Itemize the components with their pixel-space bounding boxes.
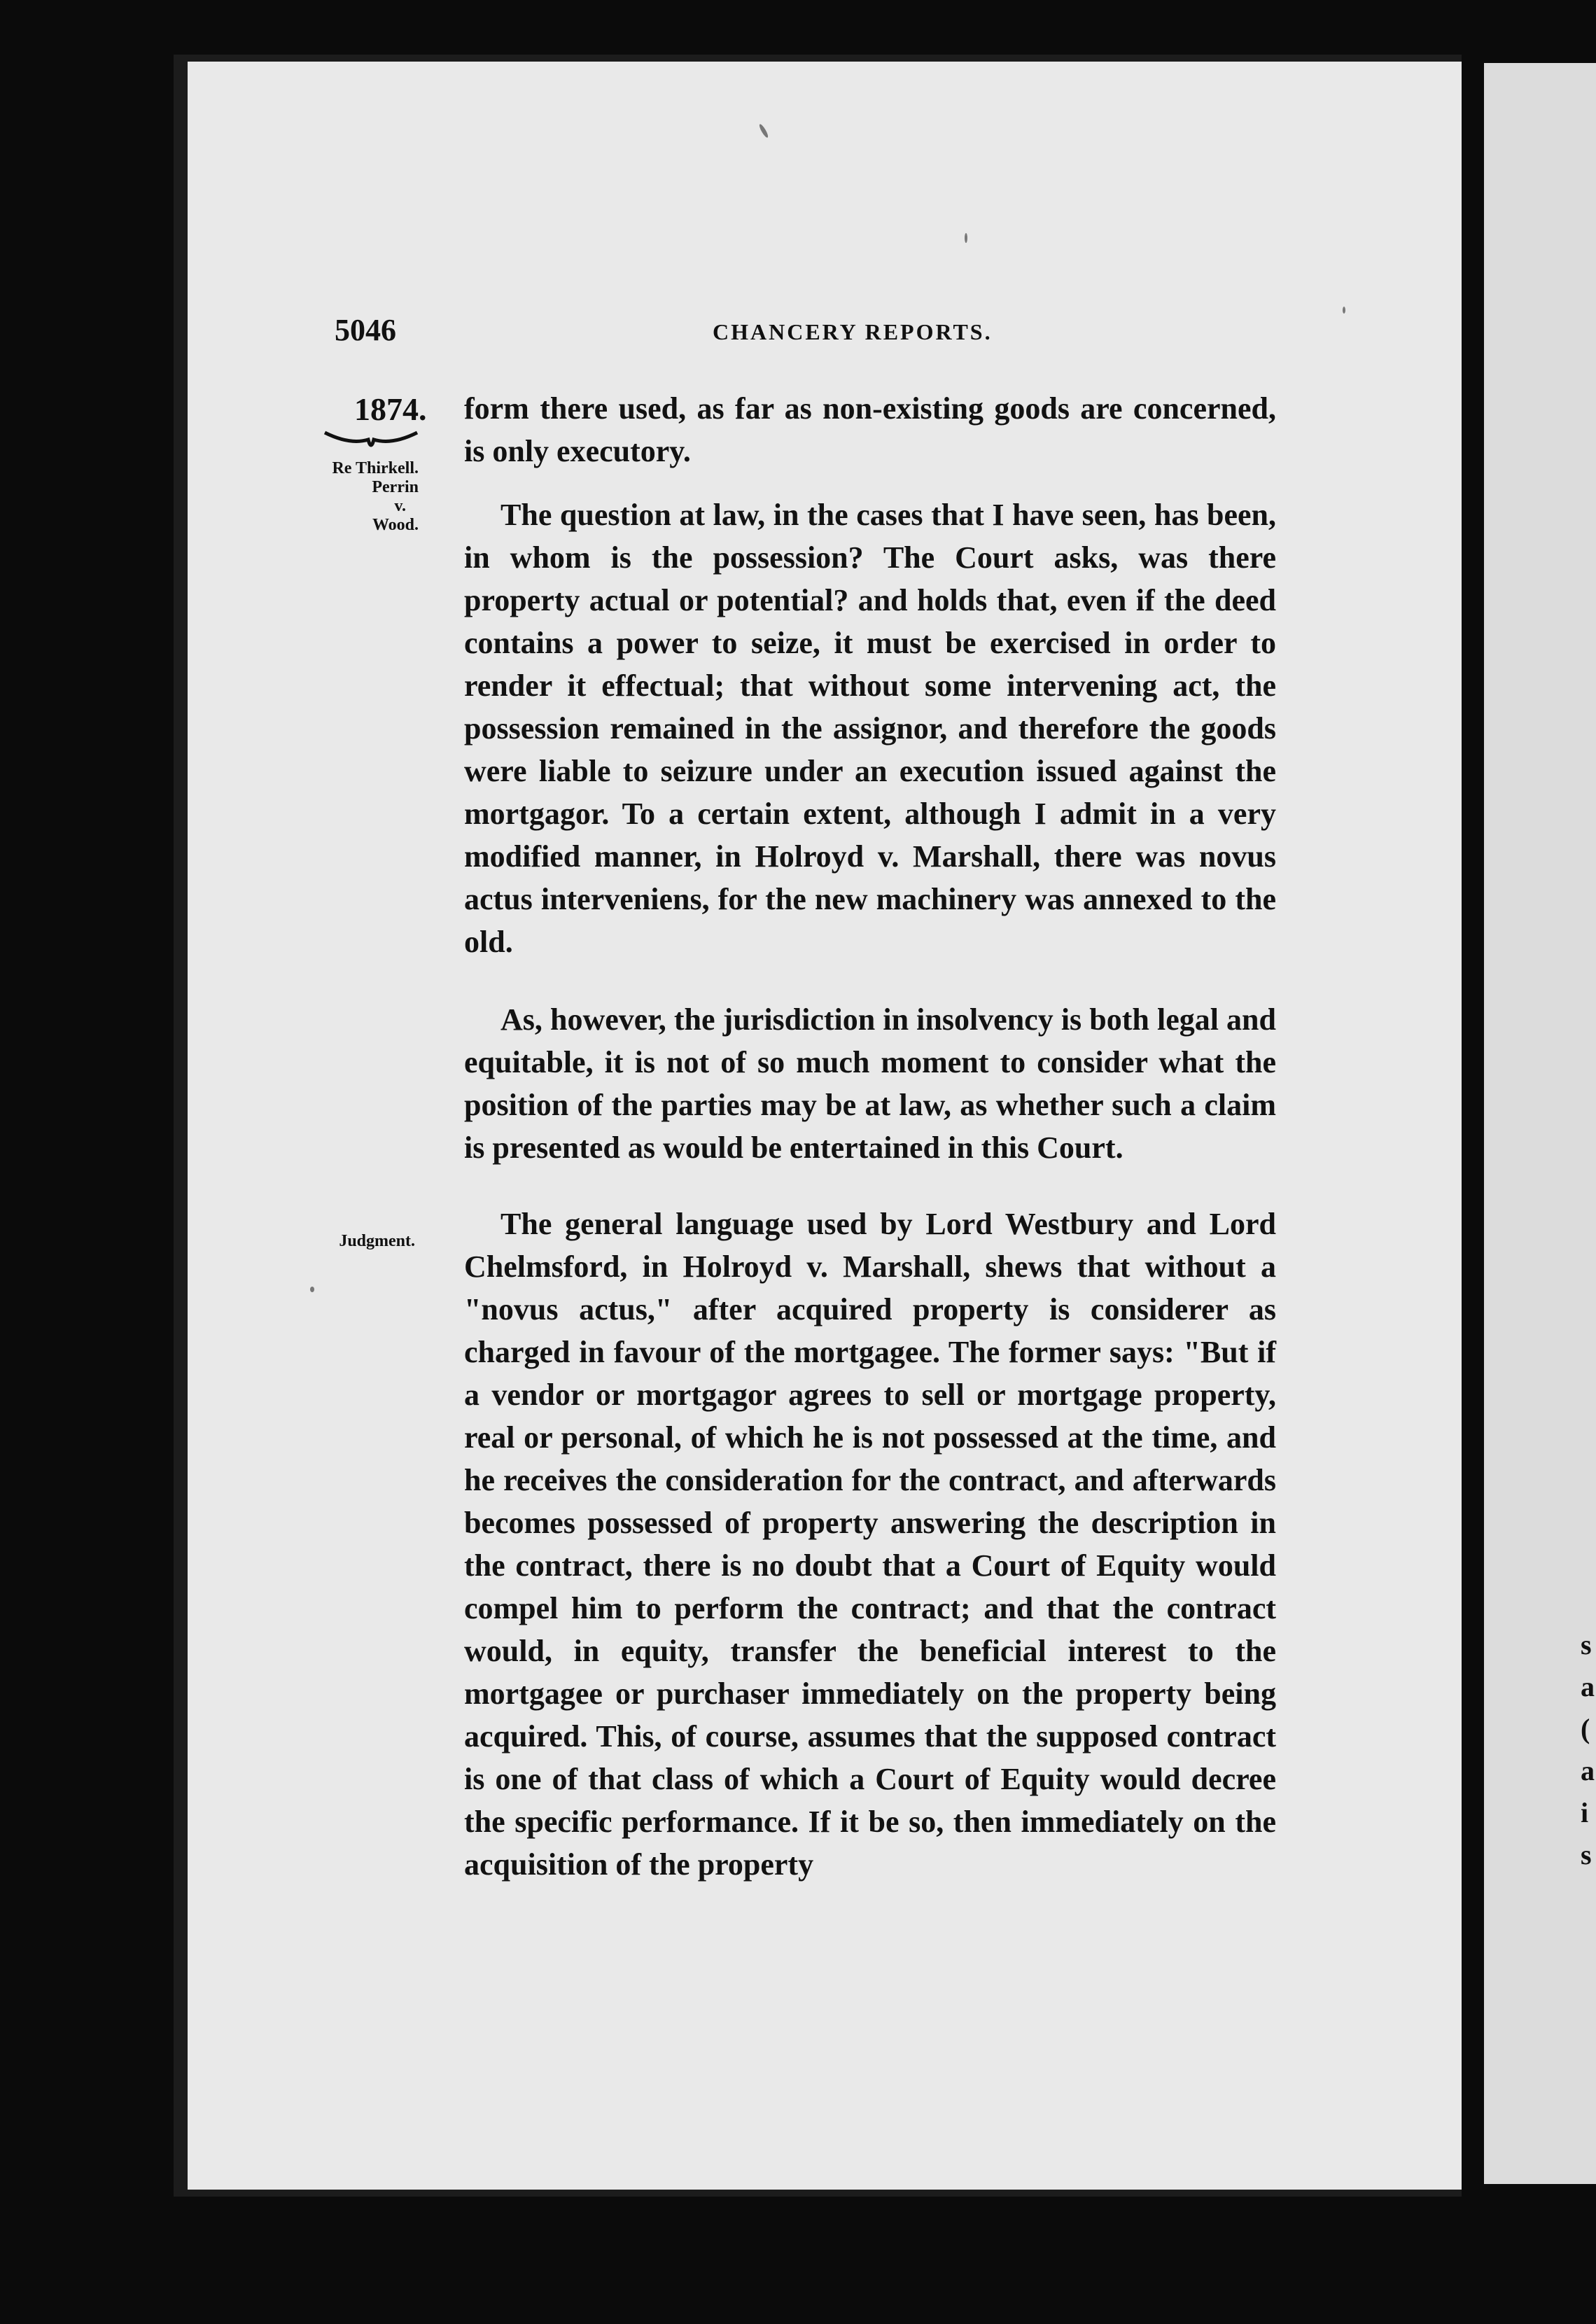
adjacent-letter: a	[1581, 1755, 1595, 1786]
scan-speck	[758, 123, 769, 139]
adjacent-page-letters	[1581, 1624, 1596, 1876]
page-header	[335, 312, 1462, 361]
book-page	[188, 62, 1462, 2190]
case-name-line: Re Thirkell.	[332, 459, 419, 477]
scan-speck	[965, 233, 967, 243]
margin-case-name	[314, 459, 419, 535]
adjacent-page	[1484, 63, 1596, 2184]
margin-judgment: Judgment.	[339, 1232, 415, 1250]
adjacent-letter: a	[1581, 1671, 1595, 1702]
case-name-line: Wood.	[372, 516, 419, 534]
adjacent-letter: s	[1581, 1629, 1592, 1660]
adjacent-letter: s	[1581, 1839, 1592, 1870]
paragraph: The general language used by Lord Westbury and Lord Chelmsford, in Holroyd v. Marshall, shews that without a "novus actus," after acquired property is considerer as charged in favour of the mortgagee. The former says: "But if a vendor or mortgagor agrees to sell or mortgage property, real or personal, of which he is not possessed at the time, and he receives the consideration for the contract, and afterwards becomes possessed of property answering the description in the contract, there is no doubt that a Court of Equity would compel him to perform the contract; and that the contract would, in equity, transfer the beneficial interest to the mortgagee or purchaser immediately on the property being acquired. This, of course, assumes that the supposed contract is one of that class of which a Court of Equity would decree the specific performance. If it be so, then immediately on the acquisition of the property	[464, 1207, 1276, 1882]
scan-speck	[310, 1287, 314, 1292]
paragraph: As, however, the jurisdiction in insolvency is both legal and equitable, it is not of so much moment to consider what the position of the parties may be at law, as whether such a claim is presented as would be entertained in this Court.	[464, 1002, 1276, 1165]
brace-icon	[322, 427, 420, 455]
case-name-line: Perrin	[372, 478, 419, 496]
paragraph: The question at law, in the cases that I have seen, has been, in whom is the possession? The Court asks, was there property actual or potential? and holds that, even if the deed contains a power to seize, it must be exercised in order to render it effectual; that without some intervening act, the possession remained in the assignor, and therefore the goods were liable to seizure under an execution issued against the mortgagor. To a certain extent, although I admit in a very modified manner, in Holroyd v. Marshall, there was novus actus interveniens, for the new machinery was annexed to the old.	[464, 498, 1276, 959]
adjacent-letter: i	[1581, 1797, 1589, 1828]
body-text	[464, 387, 1276, 1886]
running-title: CHANCERY REPORTS.	[713, 319, 993, 344]
margin-year: 1874.	[354, 391, 427, 427]
paragraph: form there used, as far as non-existing goods are concerned, is only executory.	[464, 391, 1276, 468]
case-name-line: v.	[394, 497, 406, 515]
adjacent-letter: (	[1581, 1713, 1590, 1744]
page-number: 5046	[335, 313, 396, 347]
